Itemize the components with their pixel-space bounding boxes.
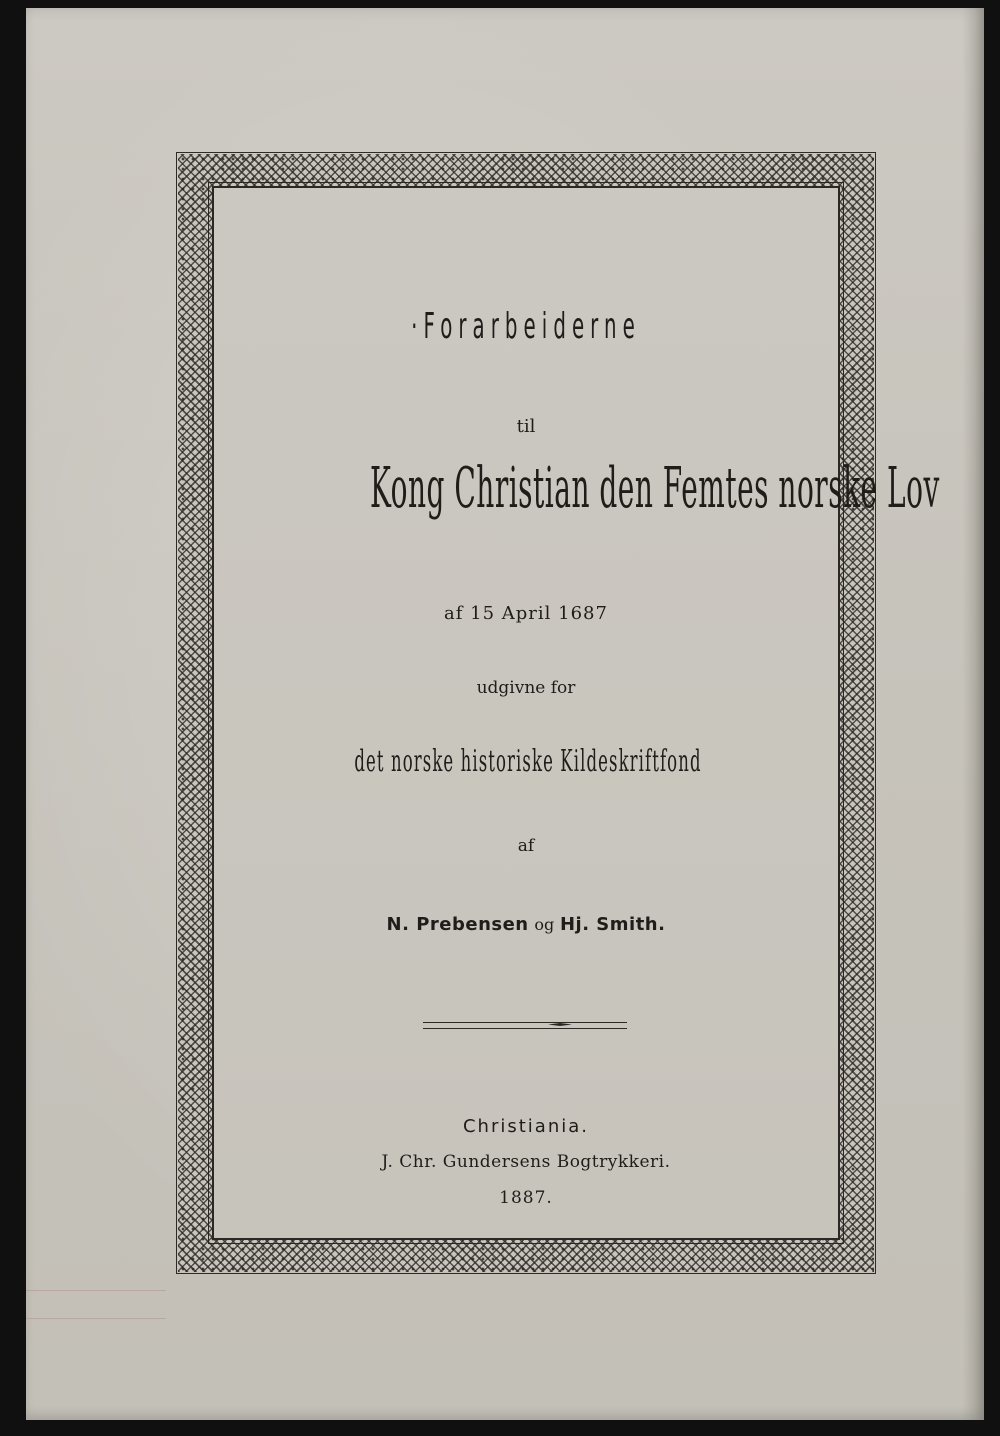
paper-edge-shadow (962, 8, 984, 1420)
imprint-year: 1887. (499, 1188, 553, 1208)
by-line: af (517, 836, 535, 856)
ornamental-frame (176, 152, 940, 1274)
paper-mark (26, 1318, 166, 1319)
decorative-rule (423, 1022, 627, 1029)
author-conjunction: og (534, 915, 555, 934)
author-name: Hj. Smith. (559, 914, 666, 935)
imprint-printer: J. Chr. Gundersens Bogtrykkeri. (381, 1152, 671, 1172)
authors-line (214, 914, 838, 935)
frame-inner-panel (212, 186, 940, 1240)
published-for-line: udgivne for (476, 678, 576, 698)
main-title: Kong Christian den Femtes norske Lov (370, 456, 940, 521)
title-content (214, 188, 940, 1238)
til-line: til (516, 416, 536, 437)
fund-name: det norske historiske Kildeskriftfond (354, 744, 702, 779)
title-page (26, 8, 984, 1420)
title-line: ·Forarbeiderne (411, 306, 641, 347)
imprint-city: Christiania. (462, 1116, 589, 1137)
date-line: af 15 April 1687 (444, 603, 608, 624)
author-name: N. Prebensen (386, 914, 529, 935)
paper-mark (26, 1290, 166, 1291)
